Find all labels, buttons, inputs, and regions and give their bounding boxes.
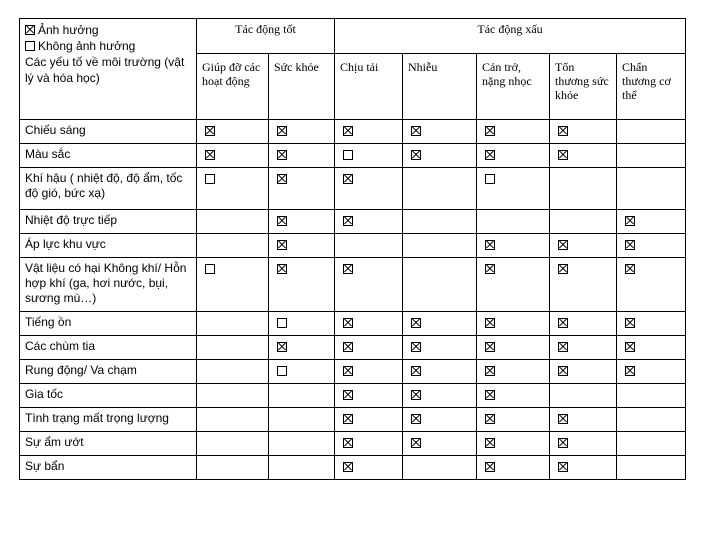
checked-box-icon: [558, 462, 568, 472]
table-row: [20, 234, 686, 258]
mark-cell: [550, 432, 617, 456]
factor-label: Màu sắc: [20, 144, 197, 168]
column-header: Nhiễu: [403, 54, 477, 120]
empty-box-icon: [485, 174, 495, 184]
checked-box-icon: [485, 390, 495, 400]
mark-cell: [477, 312, 550, 336]
mark-cell: [403, 312, 477, 336]
checked-box-icon: [485, 366, 495, 376]
checked-box-icon: [411, 150, 421, 160]
column-header: Tổn thương sức khỏe: [550, 54, 617, 120]
mark-cell: [269, 234, 335, 258]
legend-not-affected: Không ảnh hưởng: [25, 38, 191, 54]
factor-label: Tình trạng mất trọng lượng: [20, 408, 197, 432]
table-row: [20, 258, 686, 312]
mark-cell: [197, 168, 269, 210]
checked-box-icon: [277, 342, 287, 352]
mark-cell: [477, 120, 550, 144]
mark-cell: [550, 234, 617, 258]
mark-cell: [197, 234, 269, 258]
checked-box-icon: [343, 318, 353, 328]
mark-cell: [197, 312, 269, 336]
mark-cell: [335, 408, 403, 432]
mark-cell: [477, 456, 550, 480]
checked-box-icon: [625, 216, 635, 226]
column-header: Giúp đỡ các hoạt động: [197, 54, 269, 120]
checked-box-icon: [343, 264, 353, 274]
checked-box-icon: [411, 342, 421, 352]
factor-label: Tiếng ồn: [20, 312, 197, 336]
mark-cell: [269, 312, 335, 336]
mark-cell: [617, 360, 686, 384]
mark-cell: [197, 432, 269, 456]
mark-cell: [335, 336, 403, 360]
checked-box-icon: [625, 342, 635, 352]
mark-cell: [269, 456, 335, 480]
checked-box-icon: [485, 462, 495, 472]
checked-box-icon: [485, 438, 495, 448]
checked-box-icon: [205, 126, 215, 136]
checked-box-icon: [277, 216, 287, 226]
table-row: [20, 456, 686, 480]
legend-cell: [20, 19, 197, 120]
table-row: [20, 210, 686, 234]
mark-cell: [197, 384, 269, 408]
mark-cell: [335, 456, 403, 480]
mark-cell: [197, 120, 269, 144]
mark-cell: [477, 210, 550, 234]
checked-box-icon: [485, 264, 495, 274]
mark-cell: [269, 384, 335, 408]
mark-cell: [477, 384, 550, 408]
checked-box-icon: [558, 342, 568, 352]
checked-box-icon: [277, 264, 287, 274]
checked-box-icon: [411, 414, 421, 424]
checked-box-icon: [411, 366, 421, 376]
column-header: Sức khỏe: [269, 54, 335, 120]
factor-label: Rung động/ Va chạm: [20, 360, 197, 384]
checked-box-icon: [277, 174, 287, 184]
checked-box-icon: [25, 25, 35, 35]
mark-cell: [550, 456, 617, 480]
mark-cell: [197, 360, 269, 384]
column-header: Cản trở, nặng nhọc: [477, 54, 550, 120]
mark-cell: [550, 384, 617, 408]
mark-cell: [403, 456, 477, 480]
checked-box-icon: [625, 240, 635, 250]
checked-box-icon: [411, 318, 421, 328]
checked-box-icon: [558, 318, 568, 328]
factor-label: Vật liệu có hại Không khí/ Hỗn hợp khí (ga, hơi nước, bụi, sương mù…): [20, 258, 197, 312]
mark-cell: [269, 210, 335, 234]
legend-affected: Ảnh hưởng: [25, 22, 191, 38]
factor-label: Nhiệt độ trực tiếp: [20, 210, 197, 234]
mark-cell: [269, 120, 335, 144]
mark-cell: [197, 144, 269, 168]
mark-cell: [335, 258, 403, 312]
mark-cell: [617, 234, 686, 258]
checked-box-icon: [485, 318, 495, 328]
empty-box-icon: [277, 318, 287, 328]
group-header-bad: Tác động xấu: [335, 19, 686, 54]
checked-box-icon: [558, 366, 568, 376]
mark-cell: [335, 120, 403, 144]
mark-cell: [617, 336, 686, 360]
empty-box-icon: [343, 150, 353, 160]
mark-cell: [403, 120, 477, 144]
group-header-good: Tác động tốt: [197, 19, 335, 54]
checked-box-icon: [343, 438, 353, 448]
empty-box-icon: [277, 366, 287, 376]
empty-box-icon: [205, 174, 215, 184]
mark-cell: [477, 432, 550, 456]
factor-label: Các chùm tia: [20, 336, 197, 360]
mark-cell: [403, 144, 477, 168]
checked-box-icon: [343, 390, 353, 400]
table-row: [20, 360, 686, 384]
mark-cell: [403, 210, 477, 234]
mark-cell: [269, 432, 335, 456]
mark-cell: [477, 234, 550, 258]
legend-factors-label: Các yếu tố về môi trường (vật lý và hóa học): [25, 55, 185, 85]
mark-cell: [403, 384, 477, 408]
mark-cell: [269, 258, 335, 312]
mark-cell: [550, 360, 617, 384]
checked-box-icon: [558, 414, 568, 424]
factor-label: Sự ẩm ướt: [20, 432, 197, 456]
mark-cell: [335, 384, 403, 408]
mark-cell: [617, 456, 686, 480]
mark-cell: [550, 168, 617, 210]
checked-box-icon: [485, 414, 495, 424]
factor-label: Sự bẩn: [20, 456, 197, 480]
mark-cell: [403, 408, 477, 432]
empty-box-icon: [25, 41, 35, 51]
mark-cell: [403, 336, 477, 360]
table-row: [20, 408, 686, 432]
checked-box-icon: [485, 150, 495, 160]
mark-cell: [550, 144, 617, 168]
mark-cell: [477, 360, 550, 384]
table-row: [20, 168, 686, 210]
mark-cell: [550, 312, 617, 336]
checked-box-icon: [485, 342, 495, 352]
mark-cell: [617, 168, 686, 210]
mark-cell: [197, 456, 269, 480]
mark-cell: [269, 360, 335, 384]
table-row: [20, 312, 686, 336]
checked-box-icon: [558, 438, 568, 448]
checked-box-icon: [485, 240, 495, 250]
checked-box-icon: [277, 126, 287, 136]
mark-cell: [477, 408, 550, 432]
mark-cell: [477, 336, 550, 360]
mark-cell: [403, 234, 477, 258]
impact-table: [19, 18, 686, 480]
checked-box-icon: [205, 150, 215, 160]
checked-box-icon: [343, 462, 353, 472]
mark-cell: [335, 144, 403, 168]
checked-box-icon: [558, 150, 568, 160]
mark-cell: [335, 360, 403, 384]
checked-box-icon: [343, 174, 353, 184]
checked-box-icon: [411, 438, 421, 448]
checked-box-icon: [277, 240, 287, 250]
mark-cell: [617, 384, 686, 408]
column-header: Chấn thương cơ thể: [617, 54, 686, 120]
mark-cell: [477, 258, 550, 312]
checked-box-icon: [558, 264, 568, 274]
checked-box-icon: [343, 414, 353, 424]
mark-cell: [550, 210, 617, 234]
mark-cell: [617, 144, 686, 168]
checked-box-icon: [558, 126, 568, 136]
mark-cell: [269, 408, 335, 432]
mark-cell: [617, 432, 686, 456]
mark-cell: [617, 120, 686, 144]
checked-box-icon: [411, 126, 421, 136]
checked-box-icon: [625, 318, 635, 328]
checked-box-icon: [277, 150, 287, 160]
checked-box-icon: [625, 264, 635, 274]
table-row: [20, 432, 686, 456]
mark-cell: [550, 336, 617, 360]
mark-cell: [403, 258, 477, 312]
checked-box-icon: [343, 366, 353, 376]
mark-cell: [550, 408, 617, 432]
mark-cell: [477, 168, 550, 210]
checked-box-icon: [485, 126, 495, 136]
checked-box-icon: [343, 126, 353, 136]
table-row: [20, 384, 686, 408]
mark-cell: [403, 168, 477, 210]
mark-cell: [269, 168, 335, 210]
mark-cell: [335, 168, 403, 210]
table-row: [20, 120, 686, 144]
mark-cell: [617, 258, 686, 312]
mark-cell: [403, 432, 477, 456]
checked-box-icon: [343, 342, 353, 352]
checked-box-icon: [343, 216, 353, 226]
mark-cell: [335, 312, 403, 336]
column-header: Chịu tải: [335, 54, 403, 120]
mark-cell: [550, 258, 617, 312]
factor-label: Chiếu sáng: [20, 120, 197, 144]
mark-cell: [335, 234, 403, 258]
empty-box-icon: [205, 264, 215, 274]
mark-cell: [335, 432, 403, 456]
mark-cell: [617, 210, 686, 234]
checked-box-icon: [625, 366, 635, 376]
mark-cell: [550, 120, 617, 144]
mark-cell: [403, 360, 477, 384]
checked-box-icon: [558, 240, 568, 250]
factor-label: Khí hậu ( nhiệt độ, độ ẩm, tốc độ gió, bức xạ): [20, 168, 197, 210]
mark-cell: [617, 312, 686, 336]
mark-cell: [197, 408, 269, 432]
factor-label: Áp lực khu vực: [20, 234, 197, 258]
mark-cell: [269, 336, 335, 360]
table-row: [20, 336, 686, 360]
mark-cell: [269, 144, 335, 168]
mark-cell: [197, 258, 269, 312]
mark-cell: [197, 210, 269, 234]
mark-cell: [335, 210, 403, 234]
table-row: [20, 144, 686, 168]
mark-cell: [477, 144, 550, 168]
mark-cell: [197, 336, 269, 360]
factor-label: Gia tốc: [20, 384, 197, 408]
mark-cell: [617, 408, 686, 432]
checked-box-icon: [411, 390, 421, 400]
